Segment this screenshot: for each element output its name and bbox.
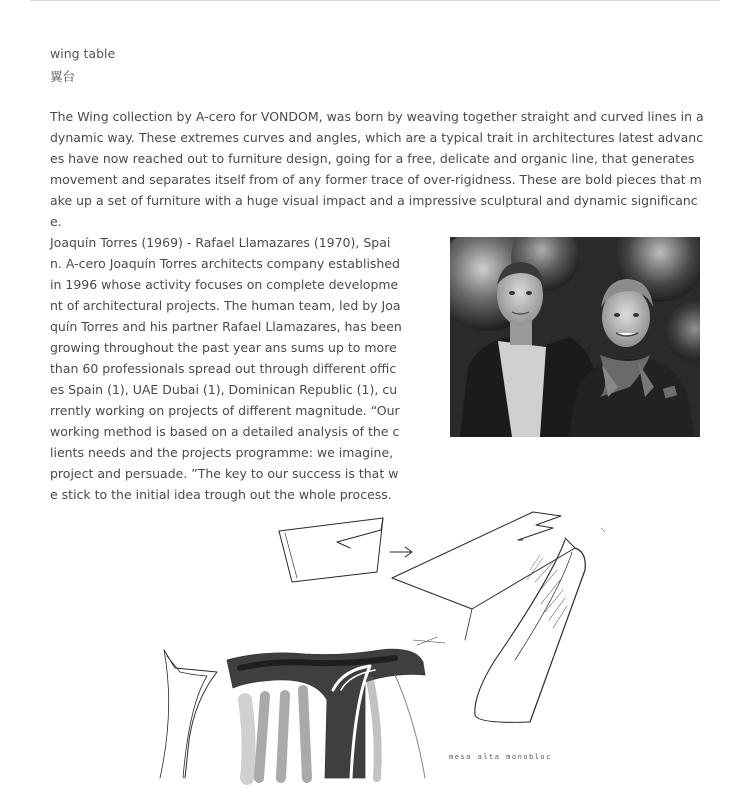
wing-table-sketch [155,500,615,785]
designer-bio-paragraph: Joaquín Torres (1969) - Rafael Llamazares (1970), Spain. A-cero Joaquín Torres architects company established in 1996 whose activity focuses on complete development of architectural projects. The human team, led by Joaquín Torres and his partner Rafael Llamazares, has been growing throughout the past year ans sums up to more than 60 professionals spread out through different offices Spain (1), UAE Dubai (1), Dominican Republic (1), currently working on projects of different magnitude. “Our working method is based on a detailed analysis of the clients needs and the projects programme: we imagine, project and persuade. ”The key to our success is that we stick to the initial idea trough out the whole process. [50,235,402,502]
product-title-chinese: 翼台 [50,69,76,84]
intro-paragraph: The Wing collection by A-cero for VONDOM, was born by weaving together straight and curved lines in a dynamic way. These extremes curves and angles, which are a typical trait in architectures latest advances have now reached out to furniture design, going for a free, delicate and organic line, that generates movement and separates itself from of any former trace of over-rigidness. These are bold pieces that make up a set of furniture with a huge visual impact and a impressive sculptural and dynamic significance. [50,109,704,229]
product-title: wing table [50,46,116,61]
designers-photo [450,237,700,437]
top-divider [30,0,720,1]
sketch-caption: mesa alta monobloc [449,753,552,761]
